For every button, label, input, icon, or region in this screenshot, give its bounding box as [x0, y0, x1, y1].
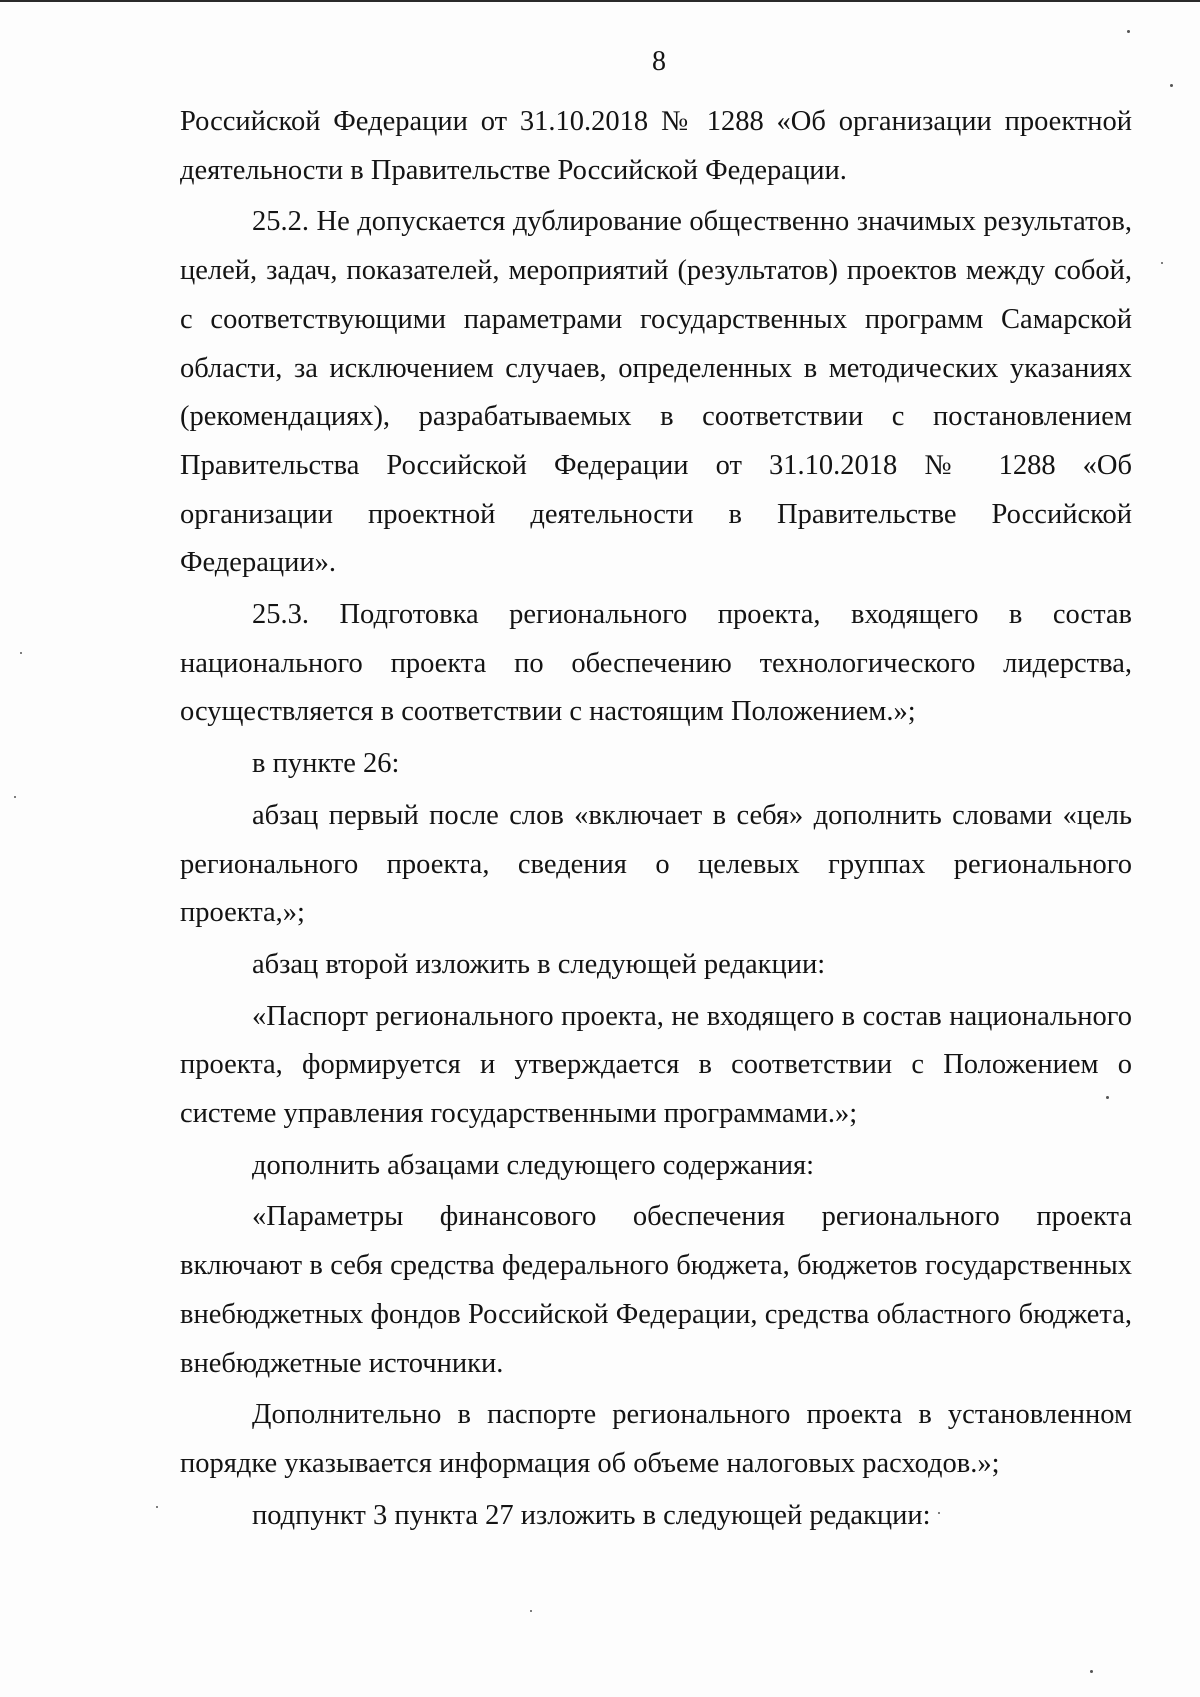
paragraph-tax-expenses: Дополнительно в паспорте регионального проекта в установленном порядке указывается информация об объеме налоговых расходов.»;: [180, 1399, 1132, 1479]
scan-speck: [1170, 84, 1173, 87]
scan-speck: [20, 652, 22, 654]
scan-speck: [156, 1506, 158, 1508]
document-body: [180, 98, 1132, 1540]
paragraph-continuation: Российской Федерации от 31.10.2018 № 1288 «Об организации проектной деятельности в Правительстве Российской Федерации.: [180, 106, 1132, 186]
paragraph-passport: «Паспорт регионального проекта, не входящего в состав национального проекта, формируется и утверждается в соответствии с Положением о системе управления государственными программами.»;: [180, 1000, 1132, 1130]
scan-speck: [1127, 30, 1130, 33]
paragraph-add-abzacs: дополнить абзацами следующего содержания:: [252, 1149, 815, 1181]
paragraph-item-27: подпункт 3 пункта 27 изложить в следующей редакции:: [252, 1499, 931, 1531]
scan-speck: [1106, 1096, 1109, 1099]
paragraph-item-26-first-abzac: абзац первый после слов «включает в себя» дополнить словами «цель регионального проекта, сведения о целевых группах регионального проекта,»;: [180, 799, 1132, 929]
scan-speck: [1090, 1670, 1093, 1673]
paragraph-item-26: в пункте 26:: [252, 748, 400, 780]
scan-top-edge: [0, 0, 1200, 2]
paragraph-25-2: 25.2. Не допускается дублирование общественно значимых результатов, целей, задач, показателей, мероприятий (результатов) проектов между собой, с соответствующими параметрами государственных программ Самарской области, за исключением случаев, определенных в методических указаниях (рекомендациях), разрабатываемых в соответствии с постановлением Правительства Российской Федерации от 31.10.2018 № 1288 «Об организации проектной деятельности в Правительстве Российской Федерации».: [180, 206, 1132, 579]
scan-speck: [938, 1512, 940, 1514]
paragraph-financing-params: «Параметры финансового обеспечения регионального проекта включают в себя средства федерального бюджета, бюджетов государственных внебюджетных фондов Российской Федерации, средства областного бюджета, внебюджетные источники.: [180, 1201, 1132, 1379]
paragraph-25-3: 25.3. Подготовка регионального проекта, входящего в состав национального проекта по обеспечению технологического лидерства, осуществляется в соответствии с настоящим Положением.»;: [180, 599, 1132, 728]
scan-speck: [14, 796, 16, 798]
paragraph-item-26-second-abzac: абзац второй изложить в следующей редакции:: [252, 948, 826, 980]
scan-speck: [1161, 262, 1163, 264]
scan-speck: [530, 1610, 532, 1612]
page-number: 8: [652, 46, 666, 77]
